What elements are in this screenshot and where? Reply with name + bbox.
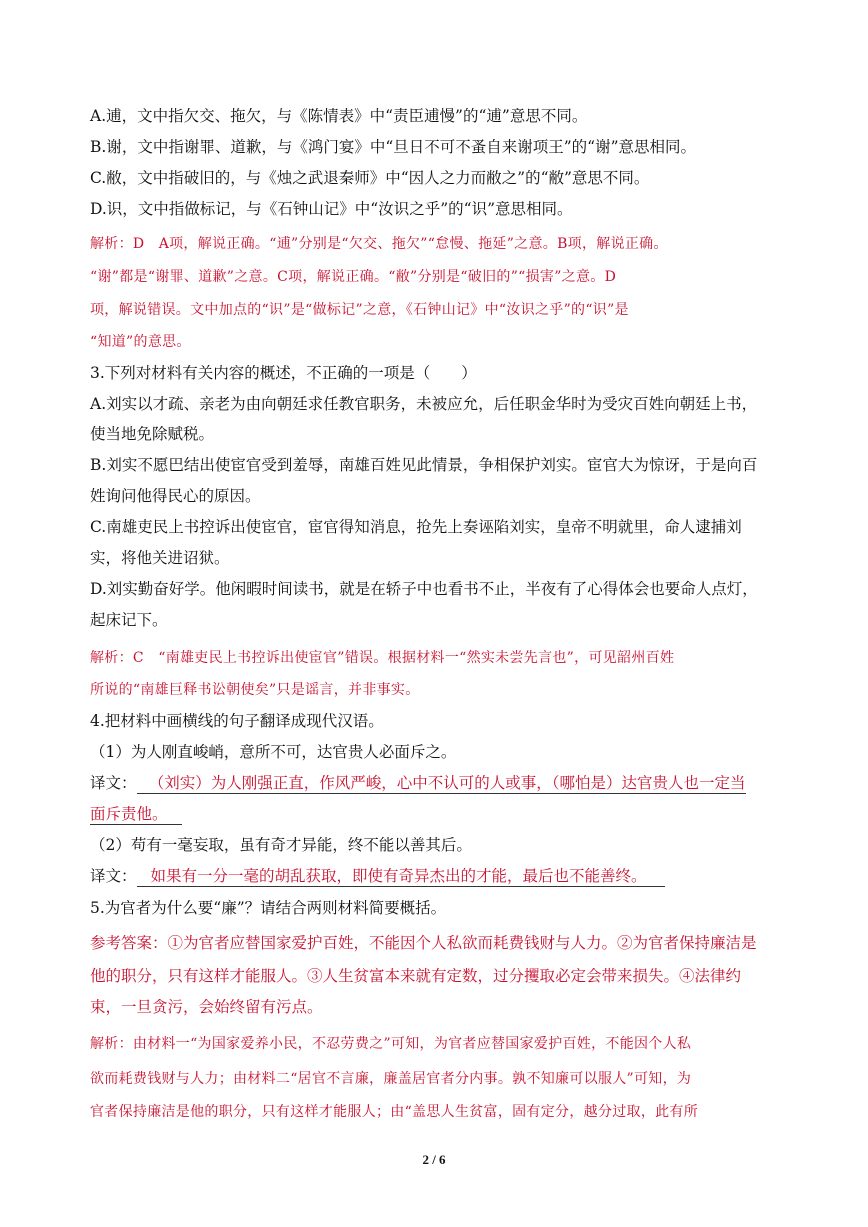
q4-translation-1: [90, 773, 746, 793]
translation-label: 译文：: [90, 867, 137, 885]
q5-analysis-line: 解析：由材料一“为国家爱养小民，不忍劳费之”可知，为官者应替国家爱护百姓，不能因个人私: [90, 1036, 692, 1052]
q3-option-line: 实，将他关进诏狱。: [90, 549, 230, 567]
q3-option-line: 使当地免除赋税。: [90, 425, 215, 443]
q2-analysis-line: 项，解说错误。文中加点的“识”是“做标记”之意，《石钟山记》中“汝识之乎”的“识”是: [90, 302, 629, 318]
q4-title: 4.把材料中画横线的句子翻译成现代汉语。: [90, 712, 384, 730]
q2-option-d: D.识，文中指做标记，与《石钟山记》中“汝识之乎”的“识”意思相同。: [90, 200, 573, 218]
q3-option-line: 姓询问他得民心的原因。: [90, 487, 261, 505]
q3-analysis-line: 所说的“南雄巨释书讼朝使矣”只是谣言，并非事实。: [90, 682, 420, 698]
q5-answer-line: 他的职分，只有这样才能服人。③人生贫富本来就有定数，过分攫取必定会带来损失。④法律约: [90, 967, 742, 985]
q3-option-line: 起床记下。: [90, 611, 168, 629]
q5-title: 5.为官者为什么要“廉”？请结合两则材料简要概括。: [90, 899, 447, 917]
q2-option-c: C.敝，文中指破旧的，与《烛之武退秦师》中“因人之力而敝之”的“敝”意思不同。: [90, 169, 650, 187]
q2-option-a: A.逋，文中指欠交、拖欠，与《陈情表》中“责臣逋慢”的“逋”意思不同。: [90, 107, 588, 125]
translation-label: 译文：: [90, 774, 137, 792]
q3-option-line: A.刘实以才疏、亲老为由向朝廷求任教官职务，未被应允，后任职金华时为受灾百姓向朝廷上书，: [90, 395, 758, 413]
q4-sentence-1: （1）为人刚直峻峭，意所不可，达官贵人必面斥之。: [90, 743, 457, 761]
q3-title: 3.下列对材料有关内容的概述，不正确的一项是（ ）: [90, 364, 477, 382]
translation-answer: 如果有一分一毫的胡乱获取，即使有奇异杰出的才能，最后也不能善终。: [137, 867, 665, 887]
q4-sentence-2: （2）苟有一毫妄取，虽有奇才异能，终不能以善其后。: [90, 836, 472, 854]
q2-analysis-line: “谢”都是“谢罪、道歉”之意。C项，解说正确。“敝”分别是“破旧的”“损害”之意。D: [90, 269, 617, 285]
q2-analysis-line: “知道”的意思。: [90, 334, 191, 350]
q3-analysis-line: 解析：C “南雄吏民上书控诉出使宦官”错误。根据材料一“然实未尝先言也”，可见韶州百姓: [90, 650, 675, 666]
q2-option-b: B.谢，文中指谢罪、道歉，与《鸿门宴》中“旦日不可不蚤自来谢项王”的“谢”意思相同。: [90, 138, 697, 156]
q3-option-line: D.刘实勤奋好学。他闲暇时间读书，就是在轿子中也看书不止，半夜有了心得体会也要命人点灯，: [90, 580, 758, 598]
translation-answer: 面斥责他。: [90, 805, 182, 825]
q5-analysis-line: 欲而耗费钱财与人力；由材料二“居官不言廉，廉盖居官者分内事。孰不知廉可以服人”可知，为: [90, 1071, 692, 1087]
q3-option-line: C.南雄吏民上书控诉出使宦官，宦官得知消息，抢先上奏诬陷刘实，皇帝不明就里，命人逮捕刘: [90, 518, 742, 536]
q4-translation-1-cont: [90, 804, 182, 824]
q5-answer-line: 参考答案：①为官者应替国家爱护百姓，不能因个人私欲而耗费钱财与人力。②为官者保持廉洁是: [90, 934, 757, 952]
q3-option-line: B.刘实不愿巴结出使宦官受到羞辱，南雄百姓见此情景，争相保护刘实。宦官大为惊讶，于是向百: [90, 456, 758, 474]
translation-answer: （刘实）为人刚强正直，作风严峻，心中不认可的人或事，（哪怕是）达官贵人也一定当: [137, 774, 746, 794]
page-number: 2 / 6: [422, 1152, 446, 1167]
q5-analysis-line: 官者保持廉洁是他的职分，只有这样才能服人；由“盖思人生贫富，固有定分，越分过取，此有所: [90, 1104, 699, 1120]
q5-answer-line: 束，一旦贪污，会始终留有污点。: [90, 998, 323, 1016]
q4-translation-2: [90, 866, 665, 886]
q2-analysis-line: 解析：D A项，解说正确。“逋”分别是“欠交、拖欠”“怠慢、拖延”之意。B项，解说正确。: [90, 236, 668, 252]
